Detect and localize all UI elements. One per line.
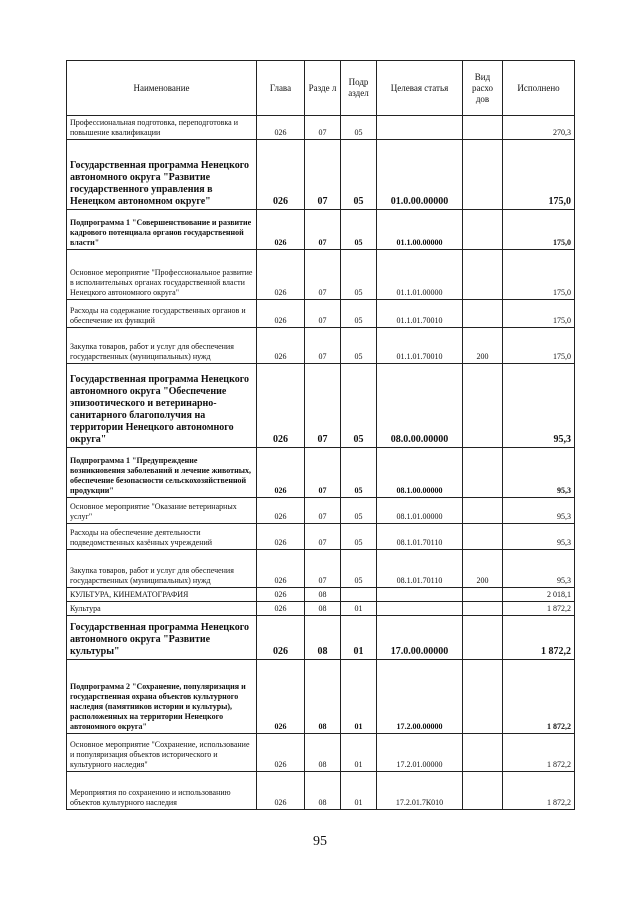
cell-section: 07	[305, 550, 341, 588]
cell-target: 17.0.00.00000	[377, 616, 463, 660]
cell-target: 01.1.01.00000	[377, 250, 463, 300]
cell-chapter: 026	[257, 734, 305, 772]
cell-name: Профессиональная подготовка, переподготовка и повышение квалификации	[67, 116, 257, 140]
cell-section: 08	[305, 734, 341, 772]
cell-section: 08	[305, 772, 341, 810]
cell-name: Подпрограмма 2 "Сохранение, популяризация и государственная охрана объектов культурного наследия (памятников истории и культуры), расположенных на территории Ненецкого автономного округа"	[67, 660, 257, 734]
cell-section: 08	[305, 588, 341, 602]
table-row	[67, 328, 575, 364]
cell-type	[463, 210, 503, 250]
cell-executed: 95,3	[503, 364, 575, 448]
cell-section: 07	[305, 300, 341, 328]
header-section: Разде л	[305, 61, 341, 116]
cell-subsection: 01	[341, 734, 377, 772]
header-row	[67, 61, 575, 116]
cell-type	[463, 524, 503, 550]
table-row	[67, 616, 575, 660]
cell-subsection: 05	[341, 300, 377, 328]
cell-target: 08.1.01.00000	[377, 498, 463, 524]
table-row	[67, 524, 575, 550]
table-row	[67, 660, 575, 734]
header-type: Вид расхо дов	[463, 61, 503, 116]
cell-target: 08.1.01.70110	[377, 550, 463, 588]
table-row	[67, 734, 575, 772]
cell-target	[377, 602, 463, 616]
cell-type	[463, 588, 503, 602]
budget-table	[66, 60, 575, 810]
cell-subsection: 05	[341, 210, 377, 250]
cell-chapter: 026	[257, 448, 305, 498]
cell-name: Расходы на содержание государственных органов и обеспечение их функций	[67, 300, 257, 328]
cell-executed: 1 872,2	[503, 772, 575, 810]
cell-chapter: 026	[257, 210, 305, 250]
cell-type	[463, 364, 503, 448]
cell-executed: 2 018,1	[503, 588, 575, 602]
cell-name: Закупка товаров, работ и услуг для обеспечения государственных (муниципальных) нужд	[67, 550, 257, 588]
cell-subsection: 01	[341, 772, 377, 810]
cell-target: 17.2.00.00000	[377, 660, 463, 734]
cell-subsection: 01	[341, 602, 377, 616]
cell-name: Подпрограмма 1 "Совершенствование и развитие кадрового потенциала органов государственной власти"	[67, 210, 257, 250]
cell-executed: 175,0	[503, 250, 575, 300]
cell-chapter: 026	[257, 660, 305, 734]
cell-subsection: 01	[341, 660, 377, 734]
cell-executed: 95,3	[503, 550, 575, 588]
cell-executed: 95,3	[503, 524, 575, 550]
cell-name: Культура	[67, 602, 257, 616]
table-row	[67, 550, 575, 588]
cell-executed: 270,3	[503, 116, 575, 140]
cell-chapter: 026	[257, 498, 305, 524]
header-chapter: Глава	[257, 61, 305, 116]
cell-subsection	[341, 588, 377, 602]
cell-chapter: 026	[257, 772, 305, 810]
cell-section: 07	[305, 448, 341, 498]
cell-target	[377, 116, 463, 140]
table-row	[67, 602, 575, 616]
table-row	[67, 140, 575, 210]
cell-chapter: 026	[257, 328, 305, 364]
cell-chapter: 026	[257, 250, 305, 300]
cell-subsection: 05	[341, 140, 377, 210]
cell-section: 07	[305, 210, 341, 250]
cell-type: 200	[463, 550, 503, 588]
cell-name: Закупка товаров, работ и услуг для обеспечения государственных (муниципальных) нужд	[67, 328, 257, 364]
table-row	[67, 448, 575, 498]
table-row	[67, 210, 575, 250]
cell-chapter: 026	[257, 364, 305, 448]
cell-section: 08	[305, 602, 341, 616]
cell-section: 07	[305, 140, 341, 210]
cell-type: 200	[463, 328, 503, 364]
cell-subsection: 05	[341, 524, 377, 550]
cell-chapter: 026	[257, 524, 305, 550]
cell-subsection: 01	[341, 616, 377, 660]
cell-target: 17.2.01.7К010	[377, 772, 463, 810]
cell-type	[463, 250, 503, 300]
cell-chapter: 026	[257, 550, 305, 588]
table-row	[67, 364, 575, 448]
cell-type	[463, 734, 503, 772]
cell-executed: 1 872,2	[503, 602, 575, 616]
cell-type	[463, 660, 503, 734]
cell-executed: 175,0	[503, 210, 575, 250]
cell-name: Основное мероприятие "Сохранение, использование и популяризация объектов исторического и культурного наследия"	[67, 734, 257, 772]
cell-executed: 1 872,2	[503, 734, 575, 772]
cell-name: Мероприятия по сохранению и использованию объектов культурного наследия	[67, 772, 257, 810]
table-row	[67, 588, 575, 602]
cell-name: Основное мероприятие "Оказание ветеринарных услуг"	[67, 498, 257, 524]
cell-target: 17.2.01.00000	[377, 734, 463, 772]
cell-section: 08	[305, 660, 341, 734]
cell-type	[463, 602, 503, 616]
cell-name: Расходы на обеспечение деятельности подведомственных казённых учреждений	[67, 524, 257, 550]
cell-chapter: 026	[257, 140, 305, 210]
cell-type	[463, 498, 503, 524]
cell-section: 07	[305, 498, 341, 524]
cell-name: Основное мероприятие "Профессиональное развитие в исполнительных органах государственной власти Ненецкого автономного округа"	[67, 250, 257, 300]
cell-section: 07	[305, 328, 341, 364]
cell-executed: 95,3	[503, 448, 575, 498]
cell-target: 08.1.01.70110	[377, 524, 463, 550]
cell-subsection: 05	[341, 448, 377, 498]
cell-section: 07	[305, 364, 341, 448]
cell-target: 01.1.01.70010	[377, 300, 463, 328]
cell-target: 01.1.00.00000	[377, 210, 463, 250]
table-row	[67, 772, 575, 810]
cell-subsection: 05	[341, 364, 377, 448]
cell-executed: 175,0	[503, 300, 575, 328]
cell-name: Подпрограмма 1 "Предупреждение возникновения заболеваний и лечение животных, обеспечение безопасности сельскохозяйственной продукции"	[67, 448, 257, 498]
cell-name: Государственная программа Ненецкого автономного округа "Развитие культуры"	[67, 616, 257, 660]
header-executed: Исполнено	[503, 61, 575, 116]
header-subsection: Подр аздел	[341, 61, 377, 116]
cell-chapter: 026	[257, 616, 305, 660]
cell-section: 08	[305, 616, 341, 660]
cell-name: КУЛЬТУРА, КИНЕМАТОГРАФИЯ	[67, 588, 257, 602]
cell-target: 01.0.00.00000	[377, 140, 463, 210]
cell-subsection: 05	[341, 250, 377, 300]
cell-target: 01.1.01.70010	[377, 328, 463, 364]
cell-section: 07	[305, 116, 341, 140]
table-row	[67, 116, 575, 140]
cell-chapter: 026	[257, 602, 305, 616]
cell-executed: 175,0	[503, 140, 575, 210]
cell-target	[377, 588, 463, 602]
cell-subsection: 05	[341, 116, 377, 140]
cell-section: 07	[305, 250, 341, 300]
cell-chapter: 026	[257, 588, 305, 602]
cell-target: 08.1.00.00000	[377, 448, 463, 498]
cell-type	[463, 448, 503, 498]
cell-subsection: 05	[341, 328, 377, 364]
cell-subsection: 05	[341, 550, 377, 588]
cell-chapter: 026	[257, 116, 305, 140]
cell-executed: 1 872,2	[503, 616, 575, 660]
table-row	[67, 300, 575, 328]
table-row	[67, 498, 575, 524]
table-row	[67, 250, 575, 300]
cell-name: Государственная программа Ненецкого автономного округа "Развитие государственного управления в Ненецком автономном округе"	[67, 140, 257, 210]
cell-subsection: 05	[341, 498, 377, 524]
header-target: Целевая статья	[377, 61, 463, 116]
cell-section: 07	[305, 524, 341, 550]
cell-type	[463, 300, 503, 328]
cell-type	[463, 772, 503, 810]
cell-target: 08.0.00.00000	[377, 364, 463, 448]
cell-name: Государственная программа Ненецкого автономного округа "Обеспечение эпизоотического и ветеринарно-санитарного благополучия на территории Ненецкого автономного округа"	[67, 364, 257, 448]
cell-executed: 95,3	[503, 498, 575, 524]
header-name: Наименование	[67, 61, 257, 116]
cell-type	[463, 116, 503, 140]
cell-type	[463, 616, 503, 660]
cell-type	[463, 140, 503, 210]
cell-executed: 1 872,2	[503, 660, 575, 734]
cell-executed: 175,0	[503, 328, 575, 364]
page-number: 95	[313, 834, 327, 849]
cell-chapter: 026	[257, 300, 305, 328]
